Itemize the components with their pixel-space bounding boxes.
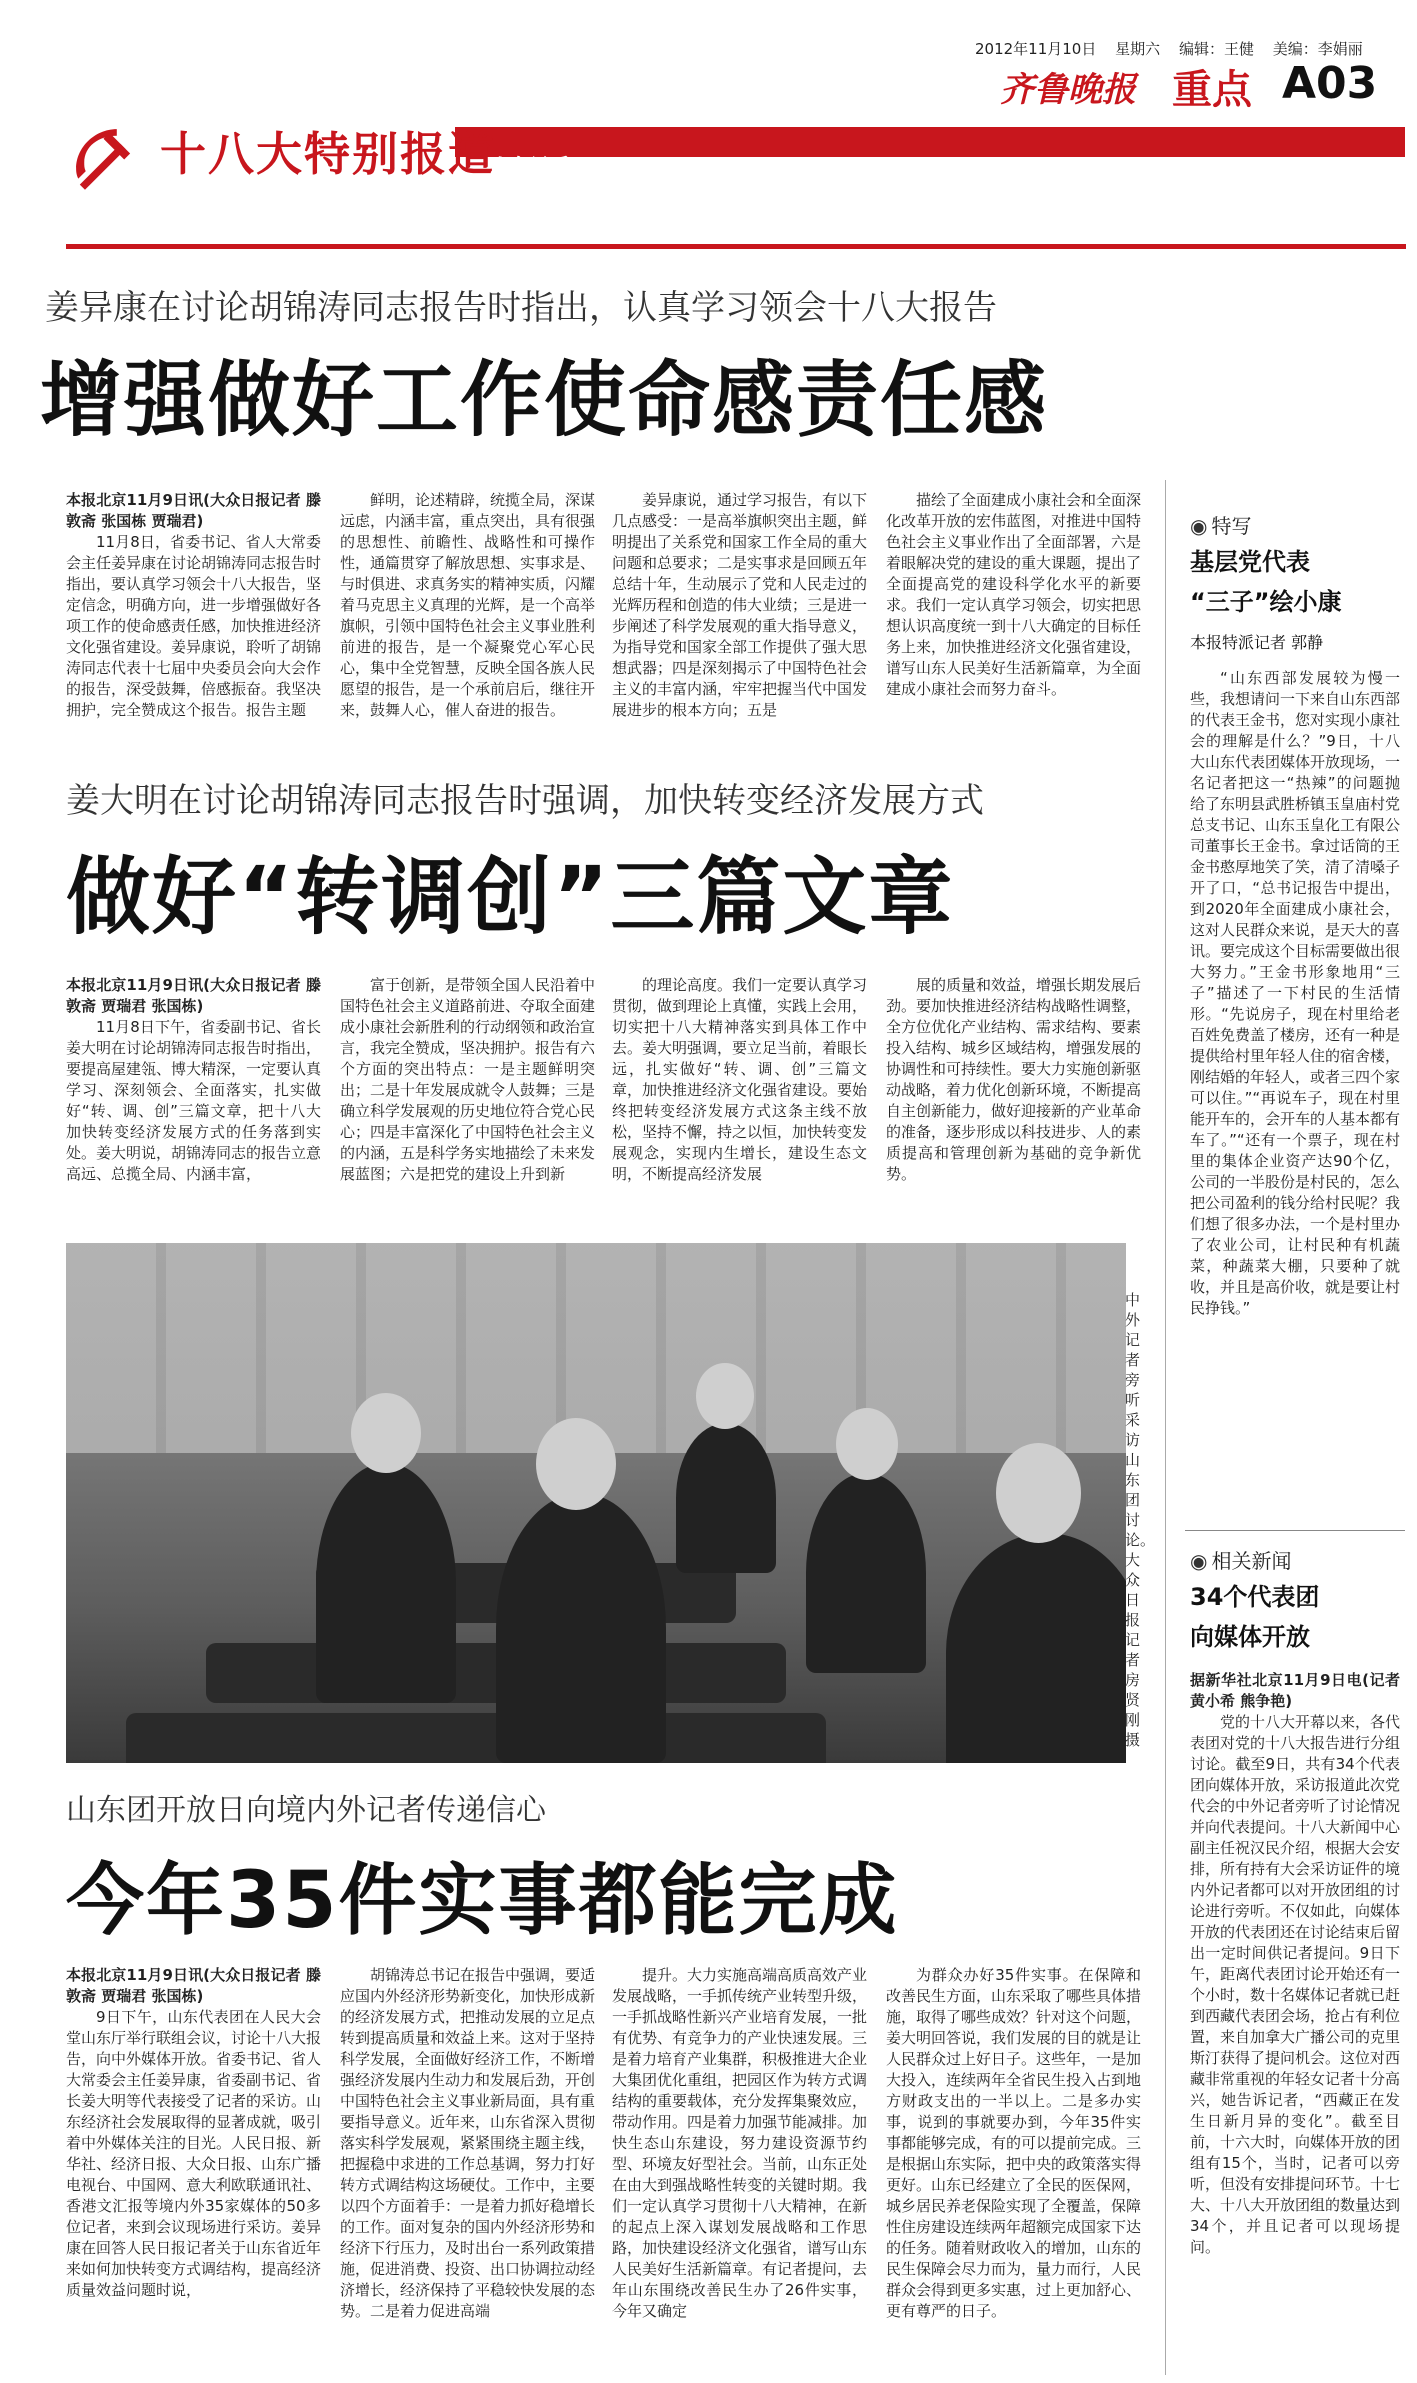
banner-rule [66, 244, 1406, 249]
story2-col1 [66, 975, 321, 1220]
story1-headline: 增强做好工作使命感责任感 [40, 353, 1049, 448]
editor-credit: 编辑：王健 [1178, 40, 1254, 58]
story2-col4 [886, 975, 1141, 1220]
sidebar2-headline-1: 34个代表团 [1190, 1583, 1320, 1611]
sidebar1-tag: ◉ 特写 [1190, 510, 1251, 539]
story3-headline: 今年35件实事都能完成 [66, 1856, 899, 1946]
story3-kicker: 山东团开放日向境内外记者传递信心 [66, 1793, 546, 1828]
designer-credit: 美编：李娟丽 [1272, 40, 1363, 58]
story1-col2-text: 鲜明，论述精辟，统揽全局，深谋远虑，内涵丰富，重点突出，具有很强的思想性、前瞻性、战略性和可操作性，通篇贯穿了解放思想、实事求是、与时俱进、求真务实的精神实质，闪耀着马克思主义真理的光辉，是一个高举旗帜，引领中国特色社会主义事业胜利前进的报告，是一个凝聚党心军心民心，集中全党智慧，反映全国各族人民愿望的报告，是一个承前启后，继往开来，鼓舞人心，催人奋进的报告。 [340, 491, 595, 719]
story2-col4-text: 展的质量和效益，增强长期发展后劲。要加快推进经济结构战略性调整，全方位优化产业结构、需求结构、要素投入结构、城乡区域结构，增强发展的协调性和可持续性。要大力实施创新驱动战略，着力优化创新环境，不断提高自主创新能力，做好迎接新的产业革命的准备，逐步形成以科技进步、人的素质提高和管理创新为基础的竞争新优势。 [886, 976, 1141, 1183]
story3-col3-text: 提升。大力实施高端高质高效产业发展战略，一手抓传统产业转型升级，一手抓战略性新兴产业培育发展，一批有优势、有竞争力的产业快速发展。三是着力培育产业集群，积极推进大企业大集团优化重组，把园区作为转方式调结构的重要载体，充分发挥集聚效应，带动作用。四是着力加强节能减排。加快生态山东建设，努力建设资源节约型、环境友好型社会。当前，山东正处在由大到强战略性转变的关键时期。我们一定认真学习贯彻十八大精神，在新的起点上深入谋划发展战略和工作思路，加快建设经济文化强省，谱写山东人民美好生活新篇章。有记者提问，去年山东围绕改善民生办了26件实事，今年又确定 [612, 1966, 867, 2320]
story2-byline: 本报北京11月9日讯(大众日报记者 滕敦斋 贾瑞君 张国栋) [66, 976, 321, 1015]
sidebar2-byline: 据新华社北京11月9日电(记者 黄小希 熊争艳) [1190, 1671, 1400, 1710]
issue-date: 2012年11月10日 [975, 40, 1097, 58]
sidebar1-headline-1: 基层党代表 [1190, 548, 1310, 576]
story3-byline: 本报北京11月9日讯(大众日报记者 滕敦斋 贾瑞君 张国栋) [66, 1966, 321, 2005]
sidebar-separator [1185, 1530, 1405, 1531]
banner-title: 十八大特别报道 [160, 127, 496, 181]
news-photo [66, 1243, 1126, 1763]
sidebar2-body [1190, 1670, 1400, 2375]
story3-col1 [66, 1965, 321, 2375]
sidebar2-tag: ◉ 相关新闻 [1190, 1545, 1291, 1574]
sidebar1-body-text: “山东西部发展较为慢一些，我想请问一下来自山东西部的代表王金书，您对实现小康社会的理解是什么？”9日，十八大山东代表团媒体开放现场，一名记者把这一“热辣”的问题抛给了东明县武胜桥镇玉皇庙村党总支书记、山东玉皇化工有限公司董事长王金书。拿过话筒的王金书憨厚地笑了笑，清了清嗓子开了口，“总书记报告中提出，到2020年全面建成小康社会，这对人民群众来说，是天大的喜讯。要完成这个目标需要做出很大努力。”王金书形象地用“三子”描述了一下村民的生活情形。“先说房子，现在村里给老百姓免费盖了楼房，还有一种是提供给村里年轻人住的宿舍楼，刚结婚的年轻人，或者三四个家可以住。”“再说车子，现在村里能开车的，会开车的人基本都有车了。”“还有一个票子，现在村里的集体企业资产达90个亿，公司的一半股份是村民的，怎么把公司盈利的钱分给村民呢？我们想了很多办法，一个是村里办了农业公司，让村民种有机蔬菜，种蔬菜大棚，只要种了就收，并且是高价收，就是要让村民挣钱。” [1190, 669, 1400, 1317]
issue-weekday: 星期六 [1115, 40, 1161, 58]
story1-col3 [612, 490, 867, 745]
story2-headline: 做好“转调创”三篇文章 [66, 848, 955, 946]
story2-col3-text: 的理论高度。我们一定要认真学习贯彻，做到理论上真懂，实践上会用，切实把十八大精神落实到具体工作中去。姜大明强调，要立足当前，着眼长远，扎实做好“转、调、创”三篇文章，加快推进经济文化强省建设。要始终把转变经济发展方式这条主线不放松，坚持不懈，持之以恒，加快转变发展观念，实现内生增长，建设生态文明，不断提高经济发展 [612, 976, 867, 1183]
sidebar1-byline: 本报特派记者 郭静 [1190, 633, 1324, 652]
story2-kicker: 姜大明在讨论胡锦涛同志报告时强调，加快转变经济发展方式 [66, 781, 984, 821]
sidebar1-headline-2: “三子”绘小康 [1190, 588, 1342, 616]
story3-col2 [340, 1965, 595, 2375]
photo-caption: 中外记者旁听采访山东团讨论。大众日报记者 房贤刚 摄 [1125, 1291, 1156, 1749]
banner-red-bar [455, 127, 1405, 157]
story3-col3 [612, 1965, 867, 2375]
sidebar-divider [1165, 480, 1166, 2375]
story1-kicker: 姜异康在讨论胡锦涛同志报告时指出，认真学习领会十八大报告 [45, 288, 997, 328]
story3-col2-text: 胡锦涛总书记在报告中强调，要适应国内外经济形势新变化，加快形成新的经济发展方式，把推动发展的立足点转到提高质量和效益上来。这对于坚持科学发展，全面做好经济工作，不断增强经济发展内生动力和发展后劲，开创中国特色社会主义事业新局面，具有重要指导意义。近年来，山东省深入贯彻落实科学发展观，紧紧围绕主题主线，把握稳中求进的工作总基调，努力打好转方式调结构这场硬仗。工作中，主要以四个方面着手：一是着力抓好稳增长的工作。面对复杂的国内外经济形势和经济下行压力，及时出台一系列政策措施，促进消费、投资、出口协调拉动经济增长，经济保持了平稳较快发展的态势。二是着力促进高端 [340, 1966, 595, 2320]
banner-subtitle: 山东风采 [490, 154, 570, 178]
story3-col4 [886, 1965, 1141, 2375]
masthead-meta [975, 38, 1377, 59]
story1-col3-text: 姜异康说，通过学习报告，有以下几点感受：一是高举旗帜突出主题，鲜明提出了关系党和国家工作全局的重大问题和总要求；二是实事求是回顾五年总结十年，生动展示了党和人民走过的光辉历程和创造的伟大业绩；三是进一步阐述了科学发展观的重大指导意义，为指导党和国家全部工作提供了强大思想武器；四是深刻揭示了中国特色社会主义的丰富内涵，牢牢把握当代中国发展进步的根本方向；五是 [612, 491, 867, 719]
sidebar1-body [1190, 668, 1400, 1516]
story1-col1-text: 11月8日，省委书记、省人大常委会主任姜异康在讨论胡锦涛同志报告时指出，要认真学习领会十八大报告，坚定信念，明确方向，进一步增强做好各项工作的使命感责任感，加快推进经济文化强省建设。姜异康说，聆听了胡锦涛同志代表十七届中央委员会向大会作的报告，深受鼓舞，倍感振奋。我坚决拥护，完全赞成这个报告。报告主题 [66, 533, 321, 719]
story1-col4-text: 描绘了全面建成小康社会和全面深化改革开放的宏伟蓝图，对推进中国特色社会主义事业作出了全面部署，六是着眼解决党的建设的重大课题，提出了全面提高党的建设科学化水平的新要求。我们一定认真学习领会，切实把思想认识高度统一到十八大确定的目标任务上来，加快推进经济文化强省建设，谱写山东人民美好生活新篇章，为全面建成小康社会而努力奋斗。 [886, 491, 1141, 698]
story3-col4-text: 为群众办好35件实事。在保障和改善民生方面，山东采取了哪些具体措施，取得了哪些成效？针对这个问题，姜大明回答说，我们发展的目的就是让人民群众过上好日子。这些年，一是加大投入，连续两年全省民生投入占到地方财政支出的一半以上。二是多办实事，说到的事就要办到，今年35件实事都能够完成，有的可以提前完成。三是根据山东实际，把中央的政策落实得更好。山东已经建立了全民的医保网，城乡居民养老保险实现了全覆盖，保障性住房建设连续两年超额完成国家下达的任务。随着财政收入的增加，山东的民生保障会尽力而为，量力而行，人民群众会得到更多实惠，过上更加舒心、更有尊严的日子。 [886, 1966, 1141, 2320]
story1-col1 [66, 490, 321, 745]
party-emblem-icon [65, 118, 139, 192]
story2-col1-text: 11月8日下午，省委副书记、省长姜大明在讨论胡锦涛同志报告时指出，要提高屋建瓴、博大精深，一定要认真学习、深刻领会、全面落实，扎实做好“转、调、创”三篇文章，把十八大加快转变经济发展方式的任务落到实处。姜大明说，胡锦涛同志的报告立意高远、总揽全局、内涵丰富， [66, 1018, 321, 1183]
story2-col2-text: 富于创新，是带领全国人民沿着中国特色社会主义道路前进、夺取全面建成小康社会新胜利的行动纲领和政治宣言，我完全赞成，坚决拥护。报告有六个方面的突出特点：一是主题鲜明突出；二是十年发展成就令人鼓舞；三是确立科学发展观的历史地位符合党心民心；四是丰富深化了中国特色社会主义的内涵，五是科学务实地描绘了未来发展蓝图；六是把党的建设上升到新 [340, 976, 595, 1183]
story2-col3 [612, 975, 867, 1220]
story2-col2 [340, 975, 595, 1220]
story1-col2 [340, 490, 595, 745]
paper-logo: 齐鲁晚报 [1000, 70, 1136, 110]
story1-byline: 本报北京11月9日讯(大众日报记者 滕敦斋 张国栋 贾瑞君) [66, 491, 321, 530]
section-name: 重点 [1172, 67, 1252, 113]
story1-col4 [886, 490, 1141, 745]
sidebar2-body-text: 党的十八大开幕以来，各代表团对党的十八大报告进行分组讨论。截至9日，共有34个代表团向媒体开放，采访报道此次党代会的中外记者旁听了讨论情况并向代表提问。十八大新闻中心副主任祝汉民介绍，根据大会安排，所有持有大会采访证件的境内外记者都可以对开放团组的讨论进行旁听。不仅如此，向媒体开放的代表团还在讨论结束后留出一定时间供记者提问。9日下午，距离代表团讨论开始还有一个小时，数十名媒体记者就已赶到西藏代表团会场，抢占有利位置，来自加拿大广播公司的克里斯汀获得了提问机会。这位对西藏非常重视的年轻女记者十分高兴，她告诉记者，“西藏正在发生日新月异的变化”。截至目前，十六大时，向媒体开放的团组有15个，当时，记者可以旁听，但没有安排提问环节。十七大、十八大开放团组的数量达到34个，并且记者可以现场提问。 [1190, 1713, 1400, 2256]
page-number: A03 [1282, 58, 1378, 109]
story3-col1-text: 9日下午，山东代表团在人民大会堂山东厅举行联组会议，讨论十八大报告，向中外媒体开放。省委书记、省人大常委会主任姜异康，省委副书记、省长姜大明等代表接受了记者的采访。山东经济社会发展取得的显著成就，吸引着中外媒体关注的目光。人民日报、新华社、经济日报、大众日报、山东广播电视台、中国网、意大利欧联通讯社、香港文汇报等境内外35家媒体的50多位记者，来到会议现场进行采访。姜异康在回答人民日报记者关于山东省近年来如何加快转变方式调结构，提高经济质量效益问题时说， [66, 2008, 321, 2299]
sidebar2-headline-2: 向媒体开放 [1190, 1623, 1310, 1651]
